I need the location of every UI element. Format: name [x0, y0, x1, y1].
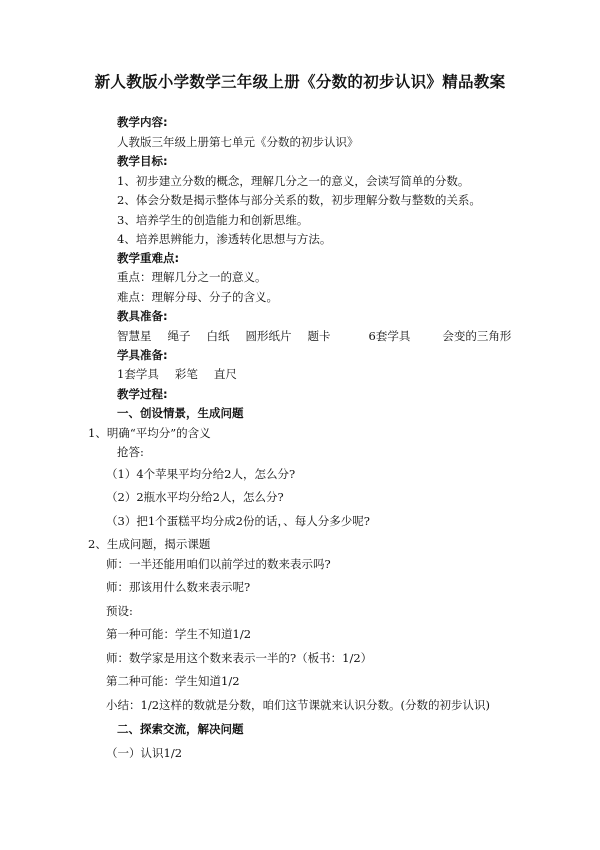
content-text: 人教版三年级上册第七单元《分数的初步认识》 — [117, 135, 359, 149]
tool-item: 6套学具 — [368, 329, 411, 343]
teacher-tools-heading: 教具准备: — [117, 309, 168, 323]
page-title: 新人教版小学数学三年级上册《分数的初步认识》精品教案 — [94, 73, 506, 91]
section2-heading: 二、探索交流，解决问题 — [117, 722, 244, 736]
student-tool-item: 直尺 — [213, 367, 237, 381]
summary-line: 小结：1/2这样的数就是分数，咱们这节课就来认识分数。(分数的初步认识) — [106, 698, 490, 712]
keypoints-heading: 教学重难点: — [117, 251, 180, 265]
student-tools-heading: 学具准备: — [117, 348, 168, 362]
teacher-tools-list — [117, 328, 511, 344]
difficulty-text: 难点：理解分母、分子的含义。 — [117, 290, 278, 304]
dialogue-line-5: 师：数学家是用这个数来表示一半的?（板书：1/2） — [106, 651, 373, 665]
item1-text: 1、明确“平均分”的含义 — [88, 426, 211, 440]
section1-heading: 一、创设情景，生成问题 — [117, 406, 244, 420]
goal-item-2: 2、体会分数是揭示整体与部分关系的数，初步理解分数与整数的关系。 — [117, 193, 481, 207]
tool-item: 会变的三角形 — [442, 329, 512, 343]
student-tool-item: 1套学具 — [117, 367, 159, 381]
student-tools-list — [117, 366, 237, 382]
process-heading: 教学过程: — [117, 387, 168, 401]
goal-item-3: 3、培养学生的创造能力和创新思维。 — [117, 213, 309, 227]
dialogue-line-2: 师：那该用什么数来表示呢? — [106, 580, 251, 594]
dialogue-line-3: 预设: — [106, 604, 133, 618]
item2-text: 2、生成问题，揭示课题 — [88, 537, 211, 551]
goal-item-4: 4、培养思辨能力，渗透转化思想与方法。 — [117, 232, 332, 246]
question-3: （3）把1个蛋糕平均分成2份的话，、每人分多少呢? — [106, 514, 370, 528]
tool-item: 题卡 — [307, 329, 331, 343]
sub1-text: （一）认识1/2 — [106, 746, 183, 760]
question-1: （1）4个苹果平均分给2人，怎么分? — [106, 467, 296, 481]
tool-item: 智慧星 — [117, 329, 152, 343]
tool-item: 绳子 — [167, 329, 191, 343]
dialogue-line-4: 第一种可能：学生不知道1/2 — [106, 627, 252, 641]
dialogue-line-6: 第二种可能：学生知道1/2 — [106, 674, 240, 688]
item1-prompt: 抢答: — [117, 445, 144, 459]
content-heading: 教学内容: — [117, 115, 168, 129]
goals-heading: 教学目标: — [117, 154, 168, 168]
goal-item-1: 1、初步建立分数的概念，理解几分之一的意义，会读写简单的分数。 — [117, 174, 470, 188]
student-tool-item: 彩笔 — [174, 367, 198, 381]
tool-item: 白纸 — [206, 329, 230, 343]
dialogue-line-1: 师：一半还能用咱们以前学过的数来表示吗? — [106, 557, 331, 571]
tool-item: 圆形纸片 — [245, 329, 292, 343]
keypoint-text: 重点：理解几分之一的意义。 — [117, 270, 267, 284]
question-2: （2）2瓶水平均分给2人，怎么分? — [106, 490, 284, 504]
